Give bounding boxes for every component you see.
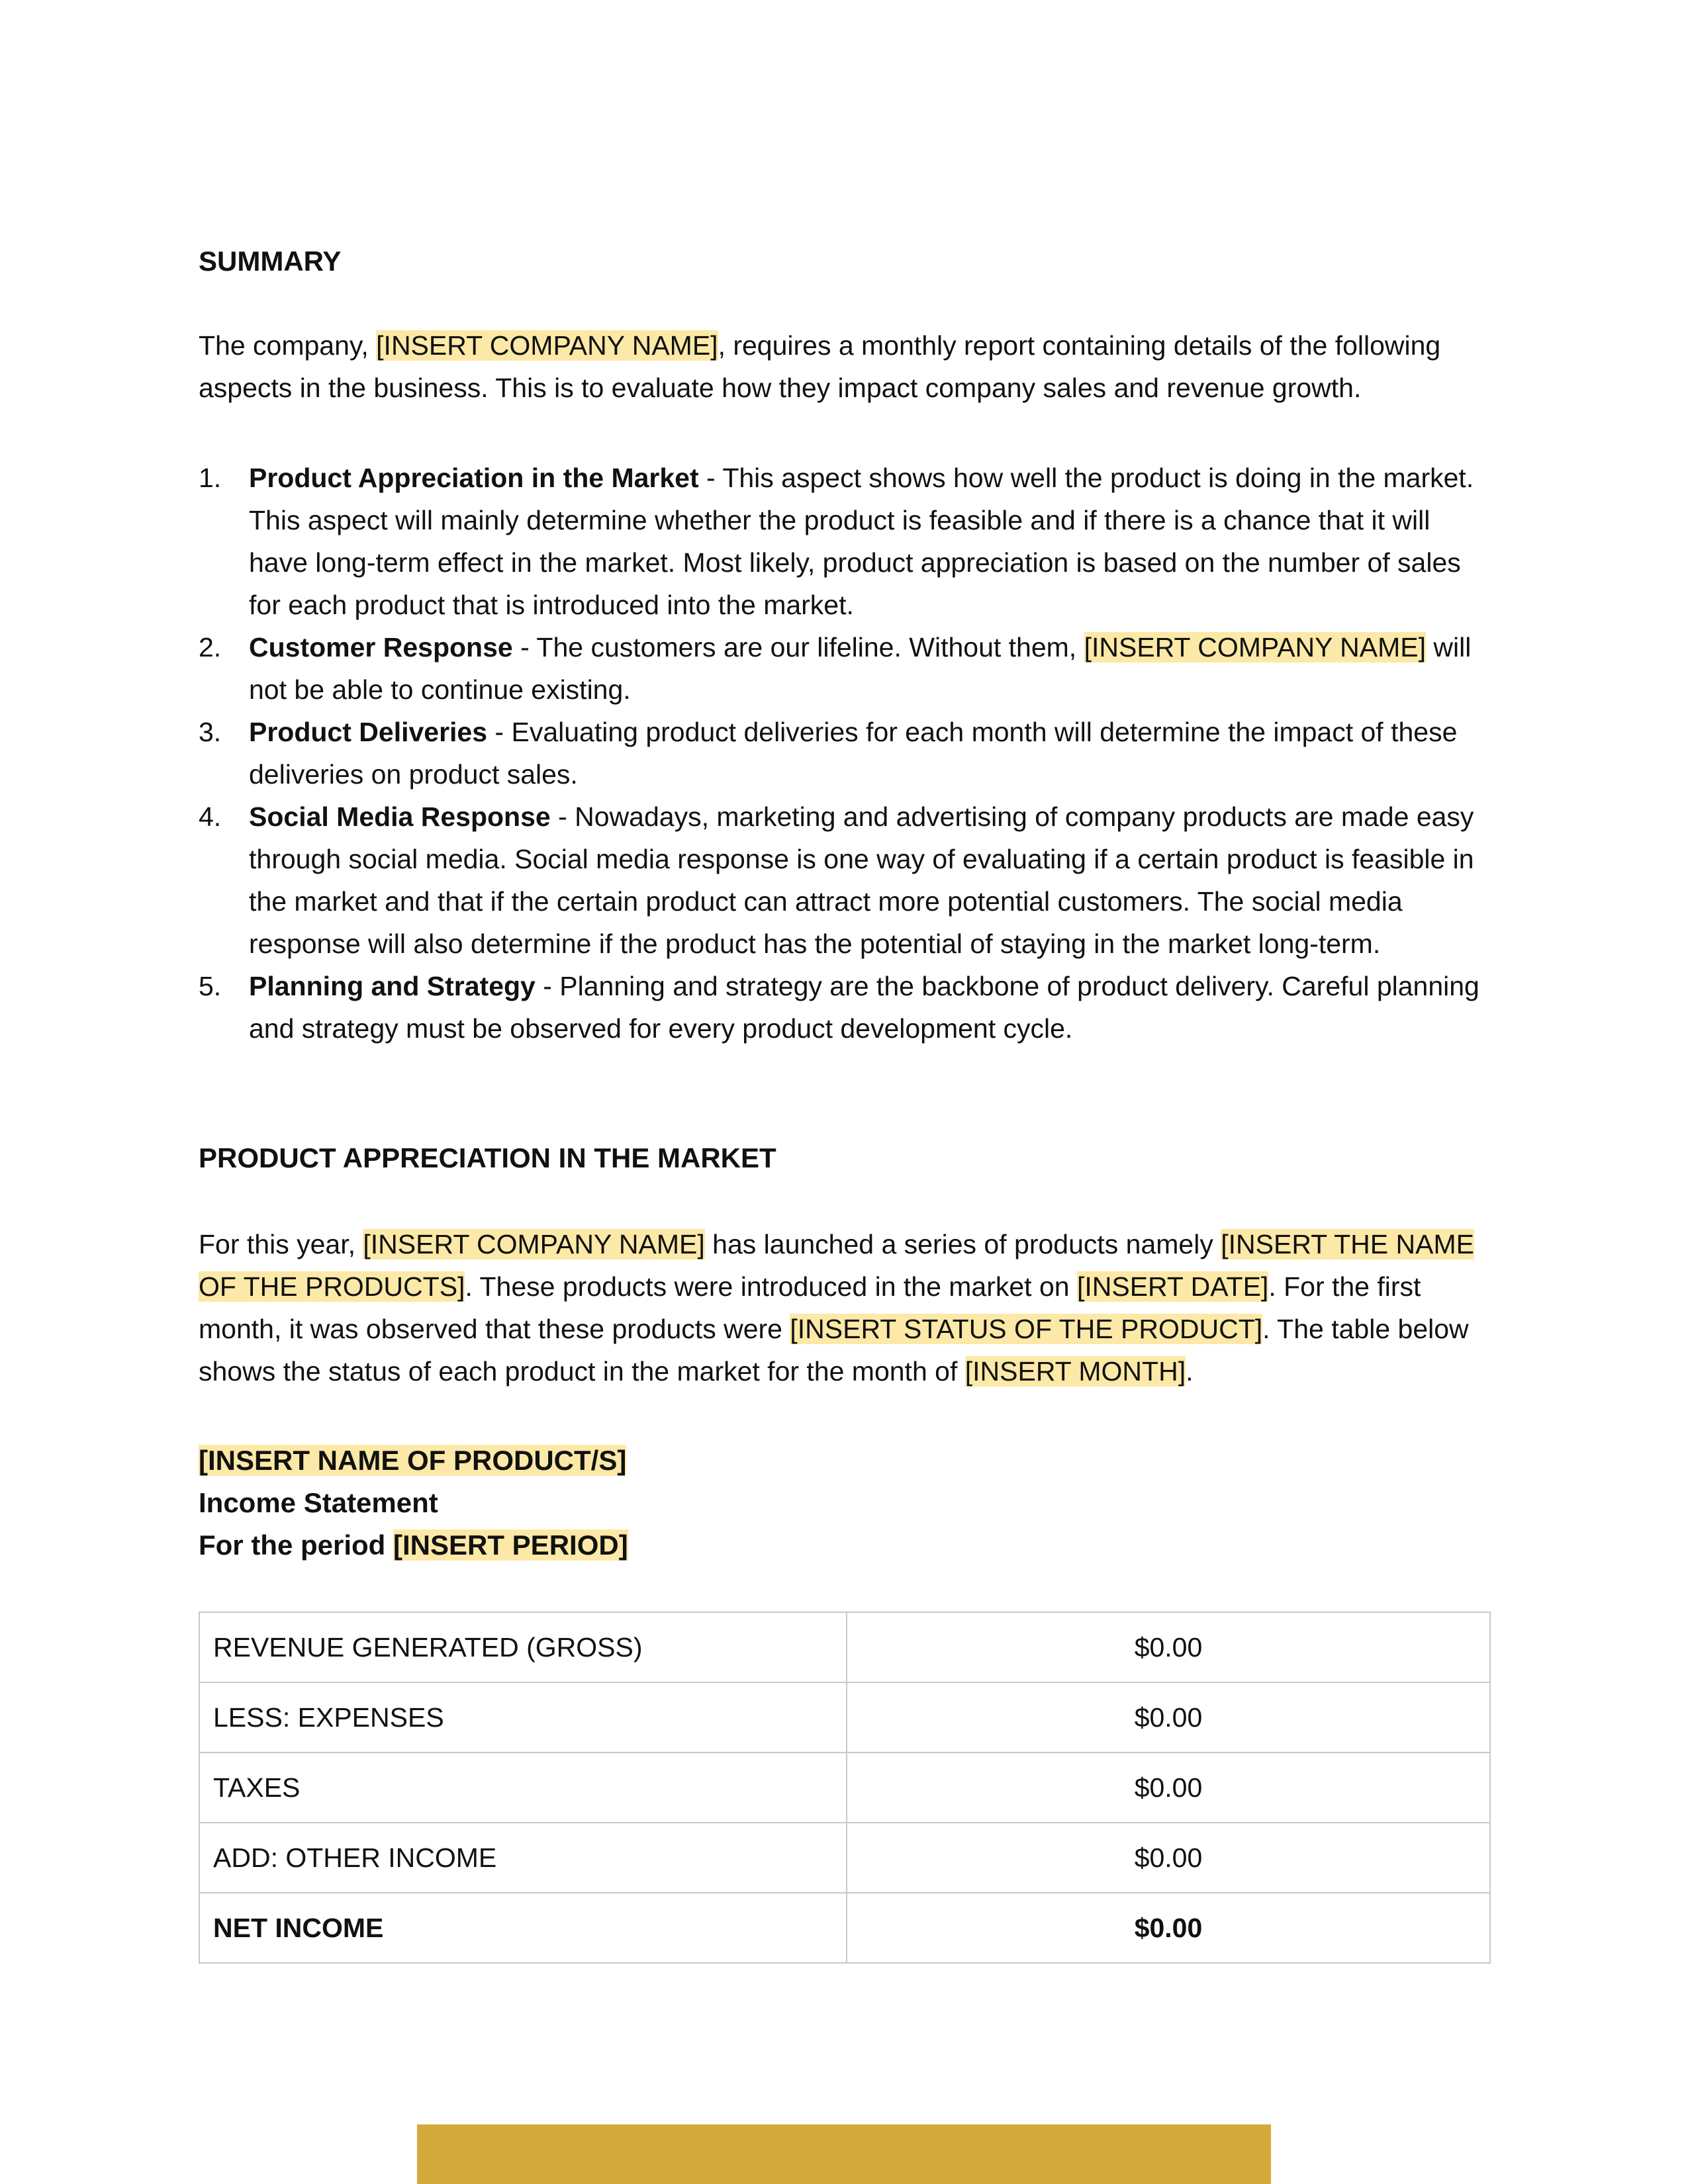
market-text: . For the first month, it was observed that these products were (199, 1271, 1421, 1344)
list-item-text: - Evaluating product deliveries for each month will determine the impact of these deliveries on product sales. (249, 717, 1458, 790)
income-statement-table (199, 1612, 1491, 1964)
list-item (199, 626, 1489, 711)
list-number: 2. (199, 632, 222, 662)
list-item-title: Social Media Response (249, 801, 551, 832)
list-item-title: Product Deliveries (249, 717, 488, 747)
list-number: 3. (199, 717, 222, 747)
market-text: . These products were introduced in the market on (465, 1271, 1077, 1302)
list-number: 1. (199, 463, 222, 493)
row-label: ADD: OTHER INCOME (199, 1823, 847, 1893)
company-name-placeholder[interactable]: [INSERT COMPANY NAME] (1084, 632, 1426, 662)
intro-text-end: , requires a monthly report containing details of the following aspects in the business. This is to evaluate how they impact company sales and revenue growth. (199, 330, 1441, 403)
market-heading: PRODUCT APPRECIATION IN THE MARKET (199, 1142, 776, 1173)
row-value[interactable]: $0.00 (847, 1752, 1490, 1823)
list-item-text: - The customers are our lifeline. Without them, (512, 632, 1084, 662)
status-placeholder[interactable]: [INSERT STATUS OF THE PRODUCT] (790, 1314, 1263, 1344)
product-names-placeholder[interactable]: [INSERT THE NAME OF THE PRODUCTS] (199, 1229, 1474, 1302)
market-text: For this year, (199, 1229, 363, 1259)
list-item-text: will not be able to continue existing. (249, 632, 1472, 705)
market-text: . (1186, 1356, 1194, 1387)
row-label: REVENUE GENERATED (GROSS) (199, 1612, 847, 1682)
list-item-text: - Nowadays, marketing and advertising of company products are made easy through social media. Social media response is one way of evaluating if a certain product is feasible in the market and that if the certain product can attract more potential customers. The social media response will also determine if the product has the potential of staying in the market long-term. (249, 801, 1474, 959)
list-item-title: Planning and Strategy (249, 971, 536, 1001)
company-name-placeholder[interactable]: [INSERT COMPANY NAME] (363, 1229, 705, 1259)
table-row (199, 1682, 1490, 1752)
list-item-text: - This aspect shows how well the product is doing in the market. This aspect will mainly determine whether the product is feasible and if there is a chance that it will have long-term effect in the market. Most likely, product appreciation is based on the number of sales for each product that is introduced into the market. (249, 463, 1474, 620)
month-placeholder[interactable]: [INSERT MONTH] (964, 1356, 1186, 1387)
table-row (199, 1752, 1490, 1823)
list-item (199, 457, 1489, 626)
list-item (199, 796, 1489, 965)
list-number: 4. (199, 801, 222, 832)
statement-title: Income Statement (199, 1487, 438, 1518)
list-item (199, 711, 1489, 796)
table-row (199, 1823, 1490, 1893)
footer-bar (417, 2124, 1271, 2184)
intro-text-start: The company, (199, 330, 377, 361)
aspects-list (199, 457, 1489, 1050)
table-row-total (199, 1893, 1490, 1963)
row-label: NET INCOME (199, 1893, 847, 1963)
list-item-title: Product Appreciation in the Market (249, 463, 699, 493)
summary-intro (199, 324, 1489, 409)
list-item (199, 965, 1489, 1050)
row-label: LESS: EXPENSES (199, 1682, 847, 1752)
product-name-placeholder[interactable]: [INSERT NAME OF PRODUCT/S] (199, 1445, 627, 1476)
row-value[interactable]: $0.00 (847, 1823, 1490, 1893)
date-placeholder[interactable]: [INSERT DATE] (1076, 1271, 1269, 1302)
market-text: has launched a series of products namely (704, 1229, 1221, 1259)
list-item-title: Customer Response (249, 632, 513, 662)
row-value[interactable]: $0.00 (847, 1682, 1490, 1752)
market-paragraph (199, 1223, 1489, 1392)
market-text: . The table below shows the status of each product in the market for the month of (199, 1314, 1469, 1387)
row-label: TAXES (199, 1752, 847, 1823)
company-name-placeholder[interactable]: [INSERT COMPANY NAME] (376, 330, 718, 361)
table-row (199, 1612, 1490, 1682)
period-placeholder[interactable]: [INSERT PERIOD] (393, 1529, 628, 1561)
income-statement-header (199, 1439, 628, 1567)
row-value[interactable]: $0.00 (847, 1612, 1490, 1682)
period-label: For the period (199, 1529, 393, 1561)
row-value[interactable]: $0.00 (847, 1893, 1490, 1963)
list-number: 5. (199, 971, 222, 1001)
list-item-text: - Planning and strategy are the backbone of product delivery. Careful planning and strategy must be observed for every product development cycle. (249, 971, 1479, 1044)
document-page (199, 0, 1489, 2184)
summary-heading: SUMMARY (199, 246, 342, 277)
